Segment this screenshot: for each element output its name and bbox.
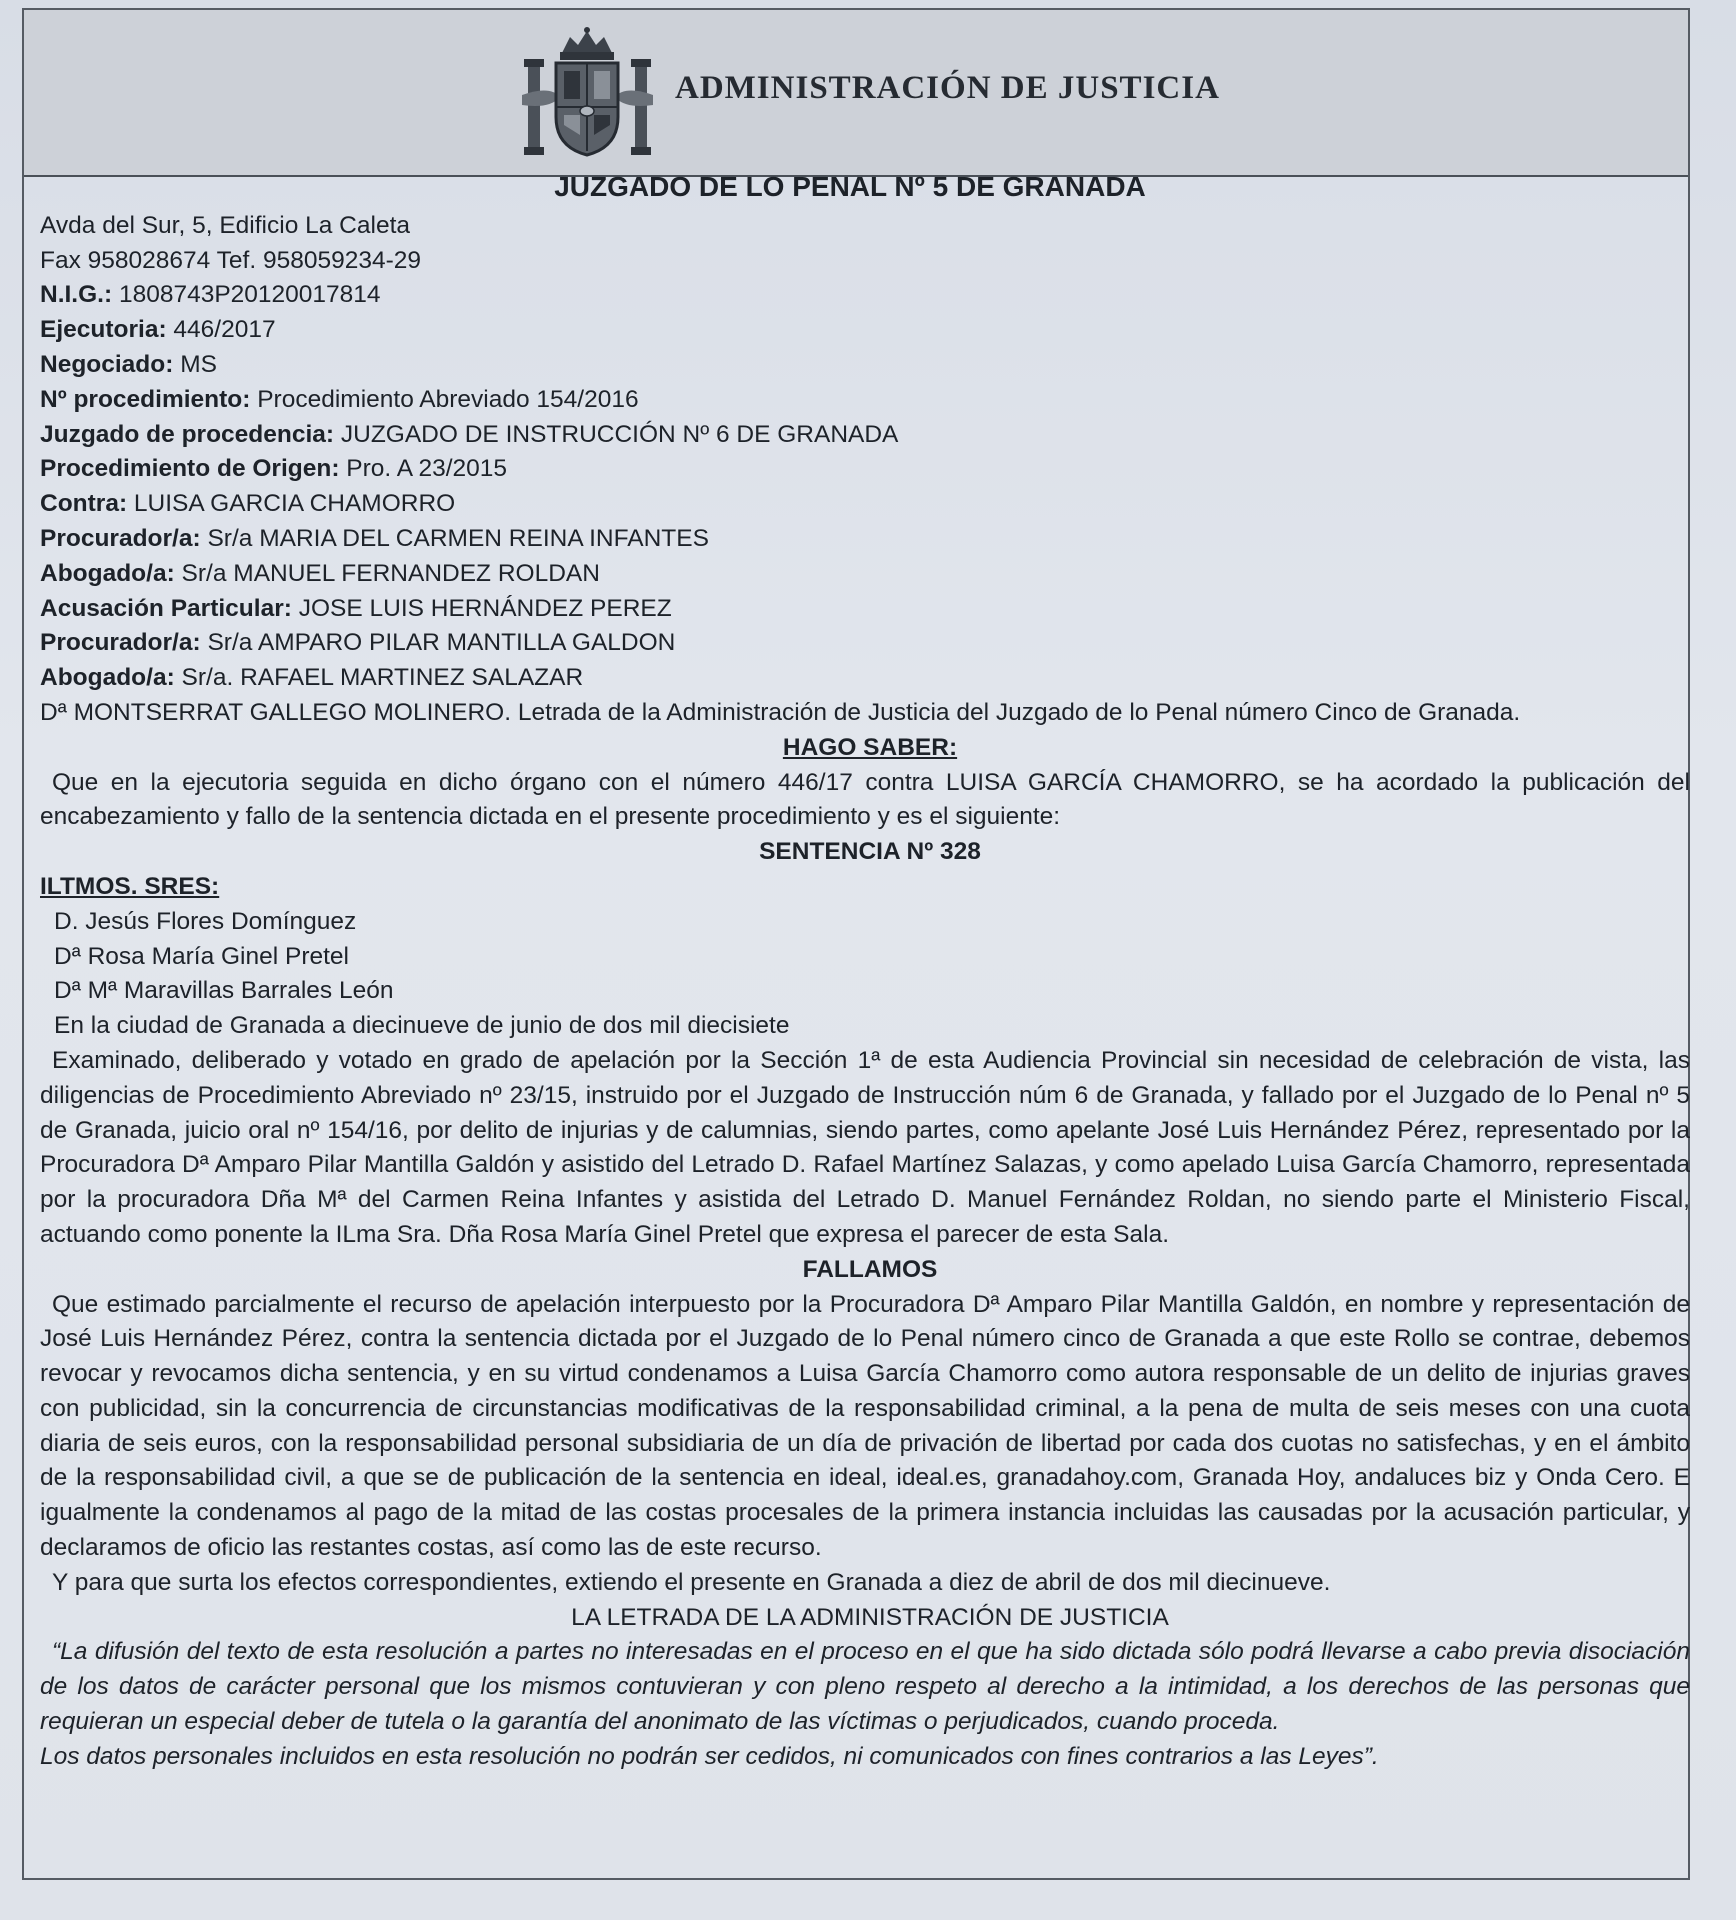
- sentencia-heading: SENTENCIA Nº 328: [759, 838, 981, 866]
- court-address: Avda del Sur, 5, Edificio La Caleta: [40, 211, 411, 239]
- field-value: JUZGADO DE INSTRUCCIÓN Nº 6 DE GRANADA: [334, 420, 899, 448]
- field-label: Abogado/a:: [40, 559, 175, 587]
- field-abogado-2: [40, 661, 1700, 696]
- disclaimer-paragraph: “La difusión del texto de esta resolución a partes no interesadas en el proceso en el que ha sido dictada sólo podrá llevarse a cabo previa disociación de los datos de carácter personal que los mismos contuvieran y con pleno respeto al derecho a la intimidad, a los derechos de las personas que requieran un especial deber de tutela o la garantía del anonimato de las víctimas o perjudicados, cuando proceda.: [40, 1638, 1690, 1736]
- field-label: Ejecutoria:: [40, 316, 167, 344]
- field-label: Nº procedimiento:: [40, 385, 251, 413]
- field-label: Acusación Particular:: [40, 594, 292, 622]
- field-negociado: [40, 348, 1700, 383]
- field-nig: [40, 278, 1700, 313]
- field-procurador-1: [40, 522, 1700, 557]
- judges-heading: ILTMOS. SRES:: [40, 872, 220, 900]
- field-label: Abogado/a:: [40, 664, 175, 692]
- field-value: 1808743P20120017814: [112, 281, 381, 309]
- field-procurador-2: [40, 626, 1700, 661]
- hago-saber-text: Que en la ejecutoria seguida en dicho órgano con el número 446/17 contra LUISA GARCÍA CHAMORRO, se ha acordado la publicación del encabezamiento y fallo de la sentencia dictada en el presente procedimiento y es el siguiente:: [40, 768, 1690, 831]
- fallamos-text: Que estimado parcialmente el recurso de apelación interpuesto por la Procuradora Dª Amparo Pilar Mantilla Galdón, en nombre y representación de José Luis Hernández Pérez, contra la sentencia dictada por el Juzgado de lo Penal número cinco de Granada a que este Rollo se contrae, debemos revocar y revocamos dicha sentencia, y en su virtud condenamos a Luisa García Chamorro como autora responsable de un delito de injurias graves con publicidad, sin la concurrencia de circunstancias modificativas de la responsabilidad criminal, a la pena de multa de seis meses con una cuota diaria de seis euros, con la responsabilidad personal subsidiaria de un día de privación de libertad por cada dos cuotas no satisfechas, y en el ámbito de la responsabilidad civil, a que se de publicación de la sentencia en ideal, ideal.es, granadahoy.com, Granada Hoy, andaluces biz y Onda Cero. E igualmente la condenamos al pago de la mitad de las costas procesales de la primera instancia incluidas las causadas por la acusación particular, y declaramos de oficio las restantes costas, así como las de este recurso.: [40, 1290, 1690, 1562]
- field-ejecutoria: [40, 313, 1700, 348]
- field-value: Pro. A 23/2015: [339, 455, 508, 483]
- court-title: JUZGADO DE LO PENAL Nº 5 DE GRANADA: [554, 171, 1146, 202]
- field-value: Sr/a AMPARO PILAR MANTILLA GALDON: [200, 629, 676, 657]
- judge-item: Dª Mª Maravillas Barrales León: [54, 977, 394, 1005]
- field-contra: [40, 487, 1700, 522]
- field-label: Procurador/a:: [40, 524, 201, 552]
- header-title: ADMINISTRACIÓN DE JUSTICIA: [675, 70, 1220, 106]
- field-value: 446/2017: [166, 316, 276, 344]
- field-label: Negociado:: [40, 350, 174, 378]
- fallamos-heading: FALLAMOS: [802, 1255, 938, 1283]
- field-value: Sr/a MANUEL FERNANDEZ ROLDAN: [174, 559, 600, 587]
- field-value: Sr/a. RAFAEL MARTINEZ SALAZAR: [174, 664, 584, 692]
- field-value: Sr/a MARIA DEL CARMEN REINA INFANTES: [200, 524, 709, 552]
- letrada-line: Dª MONTSERRAT GALLEGO MOLINERO. Letrada de la Administración de Justicia del Juzgado de lo Penal número Cinco de Granada.: [40, 698, 1521, 726]
- field-label: Contra:: [40, 490, 128, 518]
- field-label: N.I.G.:: [40, 281, 113, 309]
- field-value: MS: [173, 350, 217, 378]
- field-label: Juzgado de procedencia:: [40, 420, 335, 448]
- field-value: Procedimiento Abreviado 154/2016: [250, 385, 639, 413]
- examinado-paragraph: Examinado, deliberado y votado en grado de apelación por la Sección 1ª de esta Audiencia Provincial sin necesidad de celebración de vista, las diligencias de Procedimiento Abreviado nº 23/15, instruido por el Juzgado de Instrucción núm 6 de Granada, y fallado por el Juzgado de lo Penal nº 5 de Granada, juicio oral nº 154/16, por delito de injurias y de calumnias, siendo partes, como apelante José Luis Hernández Pérez, representado por la Procuradora Dª Amparo Pilar Mantilla Galdón y asistido del Letrado D. Rafael Martínez Salazas, y como apelado Luisa García Chamorro, representada por la procuradora Dña Mª del Carmen Reina Infantes y asistida del Letrado D. Manuel Fernández Roldan, no siendo parte el Ministerio Fiscal, actuando como ponente la ILma Sra. Dña Rosa María Ginel Pretel que expresa el parecer de esta Sala.: [40, 1046, 1690, 1248]
- field-procedimiento: [40, 383, 1700, 418]
- court-contact: Fax 958028674 Tef. 958059234-29: [40, 246, 421, 274]
- judge-item: D. Jesús Flores Domínguez: [54, 907, 357, 935]
- field-juzgado-procedencia: [40, 418, 1700, 453]
- signature-line: LA LETRADA DE LA ADMINISTRACIÓN DE JUSTICIA: [571, 1603, 1169, 1631]
- notice-content: [40, 168, 1700, 1775]
- field-label: Procurador/a:: [40, 629, 201, 657]
- field-procedimiento-origen: [40, 452, 1700, 487]
- hago-saber-heading: HAGO SABER:: [782, 733, 958, 761]
- field-value: JOSE LUIS HERNÁNDEZ PEREZ: [291, 594, 672, 622]
- disclaimer-paragraph: Los datos personales incluidos en esta resolución no podrán ser cedidos, ni comunicados con fines contrarios a las Leyes”.: [40, 1742, 1379, 1770]
- place-date: En la ciudad de Granada a diecinueve de junio de dos mil diecisiete: [54, 1012, 790, 1040]
- field-label: Procedimiento de Origen:: [40, 455, 340, 483]
- bottom-rule: [22, 1878, 1690, 1880]
- judge-item: Dª Rosa María Ginel Pretel: [54, 942, 350, 970]
- field-abogado-1: [40, 557, 1700, 592]
- field-value: LUISA GARCIA CHAMORRO: [127, 490, 456, 518]
- closing-paragraph: Y para que surta los efectos correspondientes, extiendo el presente en Granada a diez de abril de dos mil diecinueve.: [52, 1568, 1331, 1596]
- field-acusacion-particular: [40, 592, 1700, 627]
